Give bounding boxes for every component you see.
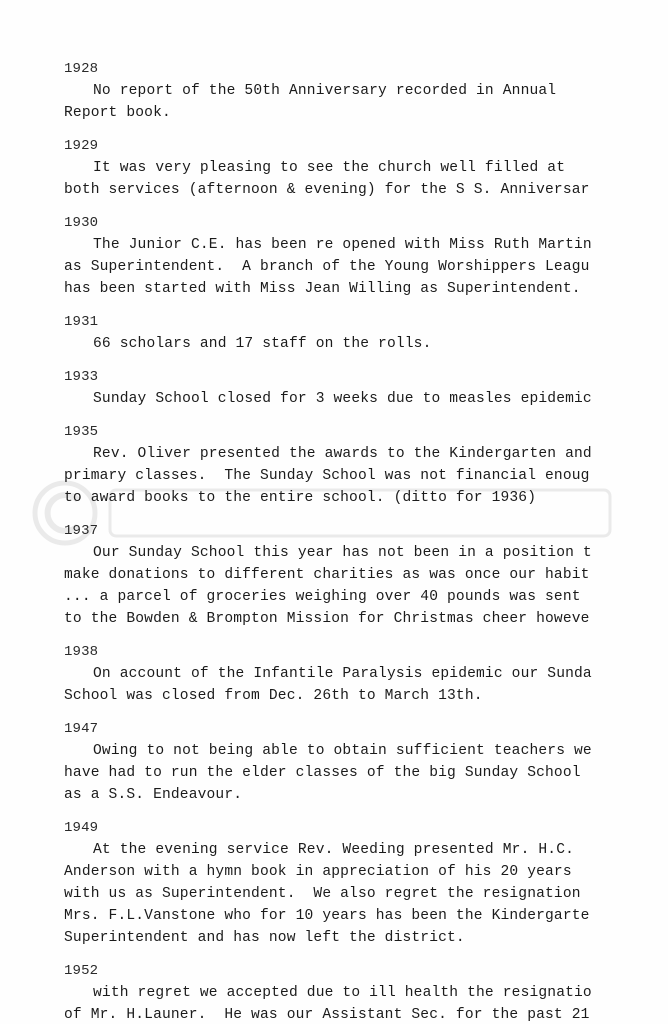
entry-text-line: ... a parcel of groceries weighing over 40 pounds was sent — [64, 589, 581, 605]
entry-1928 — [64, 58, 668, 124]
entry-1949 — [64, 817, 668, 949]
entry-text-line: Anderson with a hymn book in appreciation of his 20 years — [64, 864, 572, 880]
entry-text-line: 66 scholars and 17 staff on the rolls. — [93, 336, 432, 352]
entry-year: 1949 — [64, 820, 99, 836]
entry-text-line: Sunday School closed for 3 weeks due to measles epidemic — [93, 391, 592, 407]
entry-year: 1935 — [64, 424, 99, 440]
entry-text-line: make donations to different charities as was once our habit — [64, 567, 590, 583]
entry-1931 — [64, 311, 668, 355]
entry-text-line: The Junior C.E. has been re opened with Miss Ruth Martin — [93, 237, 592, 253]
entry-text-line: with regret we accepted due to ill health the resignatio — [93, 985, 592, 1001]
entry-text-line: has been started with Miss Jean Willing as Superintendent. — [64, 281, 581, 297]
entry-text-line: primary classes. The Sunday School was not financial enoug — [64, 468, 590, 484]
entry-year: 1933 — [64, 369, 99, 385]
entry-text-line: both services (afternoon & evening) for the S S. Anniversar — [64, 182, 590, 198]
entry-text-line: It was very pleasing to see the church well filled at — [93, 160, 566, 176]
entry-text-line: to the Bowden & Brompton Mission for Christmas cheer howeve — [64, 611, 590, 627]
entry-text-line: Report book. — [64, 105, 171, 121]
entry-year: 1938 — [64, 644, 99, 660]
entry-1952 — [64, 960, 668, 1024]
entry-text-line: of Mr. H.Launer. He was our Assistant Sec. for the past 21 — [64, 1007, 590, 1023]
entry-1935 — [64, 421, 668, 509]
entry-year: 1930 — [64, 215, 99, 231]
annual-report-entries — [64, 58, 668, 1024]
entry-year: 1937 — [64, 523, 99, 539]
entry-text-line: School was closed from Dec. 26th to March 13th. — [64, 688, 483, 704]
entry-text-line: Superintendent and has now left the district. — [64, 930, 465, 946]
entry-1930 — [64, 212, 668, 300]
entry-text-line: to award books to the entire school. (ditto for 1936) — [64, 490, 537, 506]
entry-text-line: Owing to not being able to obtain sufficient teachers we — [93, 743, 592, 759]
entry-text-line: have had to run the elder classes of the big Sunday School — [64, 765, 581, 781]
entry-text-line: Our Sunday School this year has not been in a position t — [93, 545, 592, 561]
entry-text-line: At the evening service Rev. Weeding presented Mr. H.C. — [93, 842, 575, 858]
entry-1929 — [64, 135, 668, 201]
entry-1947 — [64, 718, 668, 806]
entry-1937 — [64, 520, 668, 630]
entry-text-line: with us as Superintendent. We also regret the resignation — [64, 886, 581, 902]
entry-text-line: No report of the 50th Anniversary recorded in Annual — [93, 83, 557, 99]
entry-year: 1928 — [64, 61, 99, 77]
entry-year: 1931 — [64, 314, 99, 330]
entry-text-line: Mrs. F.L.Vanstone who for 10 years has been the Kindergarte — [64, 908, 590, 924]
entry-year: 1929 — [64, 138, 99, 154]
entry-text-line: as Superintendent. A branch of the Young Worshippers Leagu — [64, 259, 590, 275]
entry-text-line: as a S.S. Endeavour. — [64, 787, 243, 803]
entry-year: 1952 — [64, 963, 99, 979]
entry-year: 1947 — [64, 721, 99, 737]
entry-1933 — [64, 366, 668, 410]
entry-text-line: Rev. Oliver presented the awards to the Kindergarten and — [93, 446, 592, 462]
entry-1938 — [64, 641, 668, 707]
entry-text-line: On account of the Infantile Paralysis epidemic our Sunda — [93, 666, 592, 682]
